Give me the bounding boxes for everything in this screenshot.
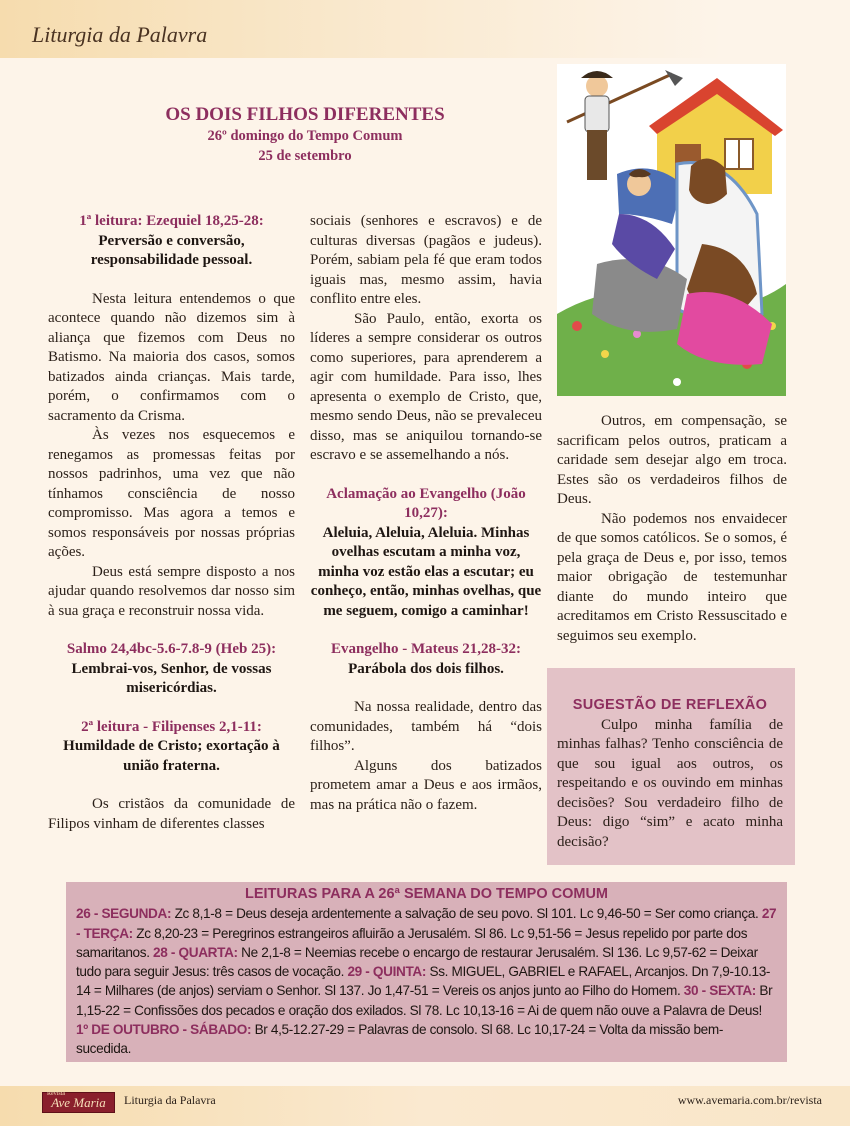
- article-date: 25 de setembro: [258, 148, 352, 164]
- leitura2-paragraph: São Paulo, então, exorta os líderes a sempre considerar os outros como superiores, para aprenderem a agir com humildade. Para isso, lhes apresenta o exemplo de Cristo, que, mesmo sendo Deus, não se prevaleceu disso, mas se aniquilou tornando-se escravo e se assemelhando a nós.: [310, 310, 542, 463]
- weekly-readings-title: LEITURAS PARA A 26ª SEMANA DO TEMPO COMUM: [244, 886, 609, 902]
- reading-day-text: Br 1,15-22 = Confissões dos pecados e oração dos exilados. Sl 78. Lc 10,13-16 = Ai de quem não ouve a Palavra de Deus!: [76, 983, 773, 1018]
- reading-day-label: 1º DE OUTUBRO - SÁBADO:: [76, 1022, 252, 1038]
- evangelho-paragraph: Alguns dos batizados prometem amar a Deus e aos irmãos, mas na prática não o fazem.: [310, 757, 542, 813]
- magazine-logo: [42, 1092, 115, 1113]
- illustration-drawing: [557, 64, 786, 396]
- reading-day-text: Br 4,5-12.27-29 = Palavras de consolo. Sl 68. Lc 10,17-24 = Volta da missão bem-sucedida.: [76, 1022, 724, 1057]
- salmo-heading: Salmo 24,4bc-5.6-7.8-9 (Heb 25):: [66, 641, 277, 657]
- reading-day-label: 26 - SEGUNDA:: [76, 906, 172, 922]
- leitura1-subtitle: Perversão e conversão, responsabilidade pessoal.: [90, 232, 253, 268]
- reflection-text: Culpo minha família de minhas falhas? Tenho consciência de que sou igual aos outros, os respeitando e os ouvindo em minhas decisões? Sou verdadeiro filho de Deus: digo “sim” e acato minha decisão?: [557, 716, 783, 850]
- reflection-title: SUGESTÃO DE REFLEXÃO: [572, 697, 768, 713]
- illustration-jesus-family: [557, 64, 786, 396]
- reflection-box: [547, 668, 795, 865]
- logo-text: Ave Maria: [51, 1095, 106, 1110]
- aclamacao-text: Aleluia, Aleluia, Aleluia. Minhas ovelhas escutam a minha voz, minha voz estão elas a escutar; eu conheço, então, minhas ovelhas, que me seguem, comigo a caminhar!: [310, 524, 542, 619]
- article-subtitle: 26º domingo do Tempo Comum: [207, 128, 403, 144]
- section-header-title: Liturgia da Palavra: [32, 22, 208, 47]
- leitura1-paragraph: Nesta leitura entendemos o que acontece quando não dizemos sim à aliança que fizemos com Deus no Batismo. Na maioria dos casos, somos batizados ainda crianças. Mais tarde, porém, o confirmamos com o sacramento da Crisma.: [48, 290, 295, 424]
- leitura2-subtitle: Humildade de Cristo; exortação à união fraterna.: [63, 738, 280, 774]
- leitura2-heading: 2ª leitura - Filipenses 2,1-11:: [81, 718, 262, 735]
- reading-day-text: Zc 8,1-8 = Deus deseja ardentemente a salvação de seu povo. Sl 101. Lc 9,46-50 = Ser como criança.: [171, 906, 762, 922]
- footer-website-link[interactable]: www.avemaria.com.br/revista: [677, 1093, 822, 1107]
- column-3: [557, 412, 787, 646]
- salmo-subtitle: Lembrai-vos, Senhor, de vossas misericórdias.: [71, 660, 272, 696]
- reading-day-label: 28 - QUARTA:: [153, 944, 238, 960]
- reading-day-text: Ss. MIGUEL, GABRIEL e RAFAEL, Arcanjos. Dn 7,9-10.13-14 = Milhares (de anjos) serviam o Senhor. Sl 137. Jo 1,47-51 = Vereis os anjos junto ao Filho do Homem.: [76, 964, 771, 999]
- reading-day-text: Zc 8,20-23 = Peregrinos estrangeiros afluirão a Jerusalém. Sl 86. Lc 9,51-56 = Jesus repelido por parte dos samaritanos.: [76, 925, 748, 960]
- leitura1-paragraph: Deus está sempre disposto a nos ajudar quando resolvemos dar nosso sim à sua graça e reconstruir nossa vida.: [48, 563, 295, 619]
- article-title: OS DOIS FILHOS DIFERENTES: [165, 104, 445, 125]
- column-2: [310, 212, 542, 815]
- weekly-readings-box: [66, 882, 787, 1062]
- aclamacao-heading: Aclamação ao Evangelho (João 10,27):: [326, 485, 526, 521]
- logo-small-text: Revista: [47, 1091, 65, 1097]
- reading-day-label: 30 - SEXTA:: [683, 983, 756, 999]
- column-1: [48, 212, 295, 834]
- evangelho-paragraph: Não podemos nos envaidecer de que somos católicos. Se o somos, é pela graça de Deus e, por isso, temos maior obrigação de testemunhar diante do mundo inteiro que acreditamos em Cristo Ressuscitado e seguimos seu exemplo.: [557, 510, 787, 644]
- leitura2-paragraph-continued: sociais (senhores e escravos) e de culturas diversas (pagãos e judeus). Porém, sabiam pela fé que eram todos iguais mas, mesmo assim, havia conflito entre eles.: [310, 213, 542, 307]
- reading-day-label: 27 - TERÇA:: [76, 906, 777, 941]
- reading-day-label: 29 - QUINTA:: [347, 964, 427, 980]
- evangelho-paragraph: Outros, em compensação, se sacrificam pelos outros, praticam a caridade sem desejar algo em troca. Estes são os verdadeiros filhos de Deus.: [557, 413, 787, 507]
- evangelho-paragraph: Na nossa realidade, dentro das comunidades, também há “dois filhos”.: [310, 699, 542, 754]
- evangelho-subtitle: Parábola dos dois filhos.: [348, 660, 504, 677]
- leitura1-paragraph: Às vezes nos esquecemos e renegamos as promessas feitas por nossos padrinhos, uma vez que não tínhamos consciência de nosso compromisso. Mas agora a temos e somos responsáveis por nossas próprias ações.: [48, 427, 295, 560]
- evangelho-heading: Evangelho - Mateus 21,28-32:: [331, 641, 521, 657]
- leitura1-heading: 1ª leitura: Ezequiel 18,25-28:: [79, 213, 264, 229]
- reading-day-text: Ne 2,1-8 = Neemias recebe o encargo de restaurar Jerusalém. Sl 136. Lc 9,57-62 = Deixar tudo para seguir Jesus: três casos de vocação.: [76, 944, 758, 980]
- footer-section-name: Liturgia da Palavra: [124, 1093, 216, 1107]
- leitura2-paragraph: Os cristãos da comunidade de Filipos vinham de diferentes classes: [48, 796, 295, 832]
- weekly-readings-text: [76, 904, 777, 1058]
